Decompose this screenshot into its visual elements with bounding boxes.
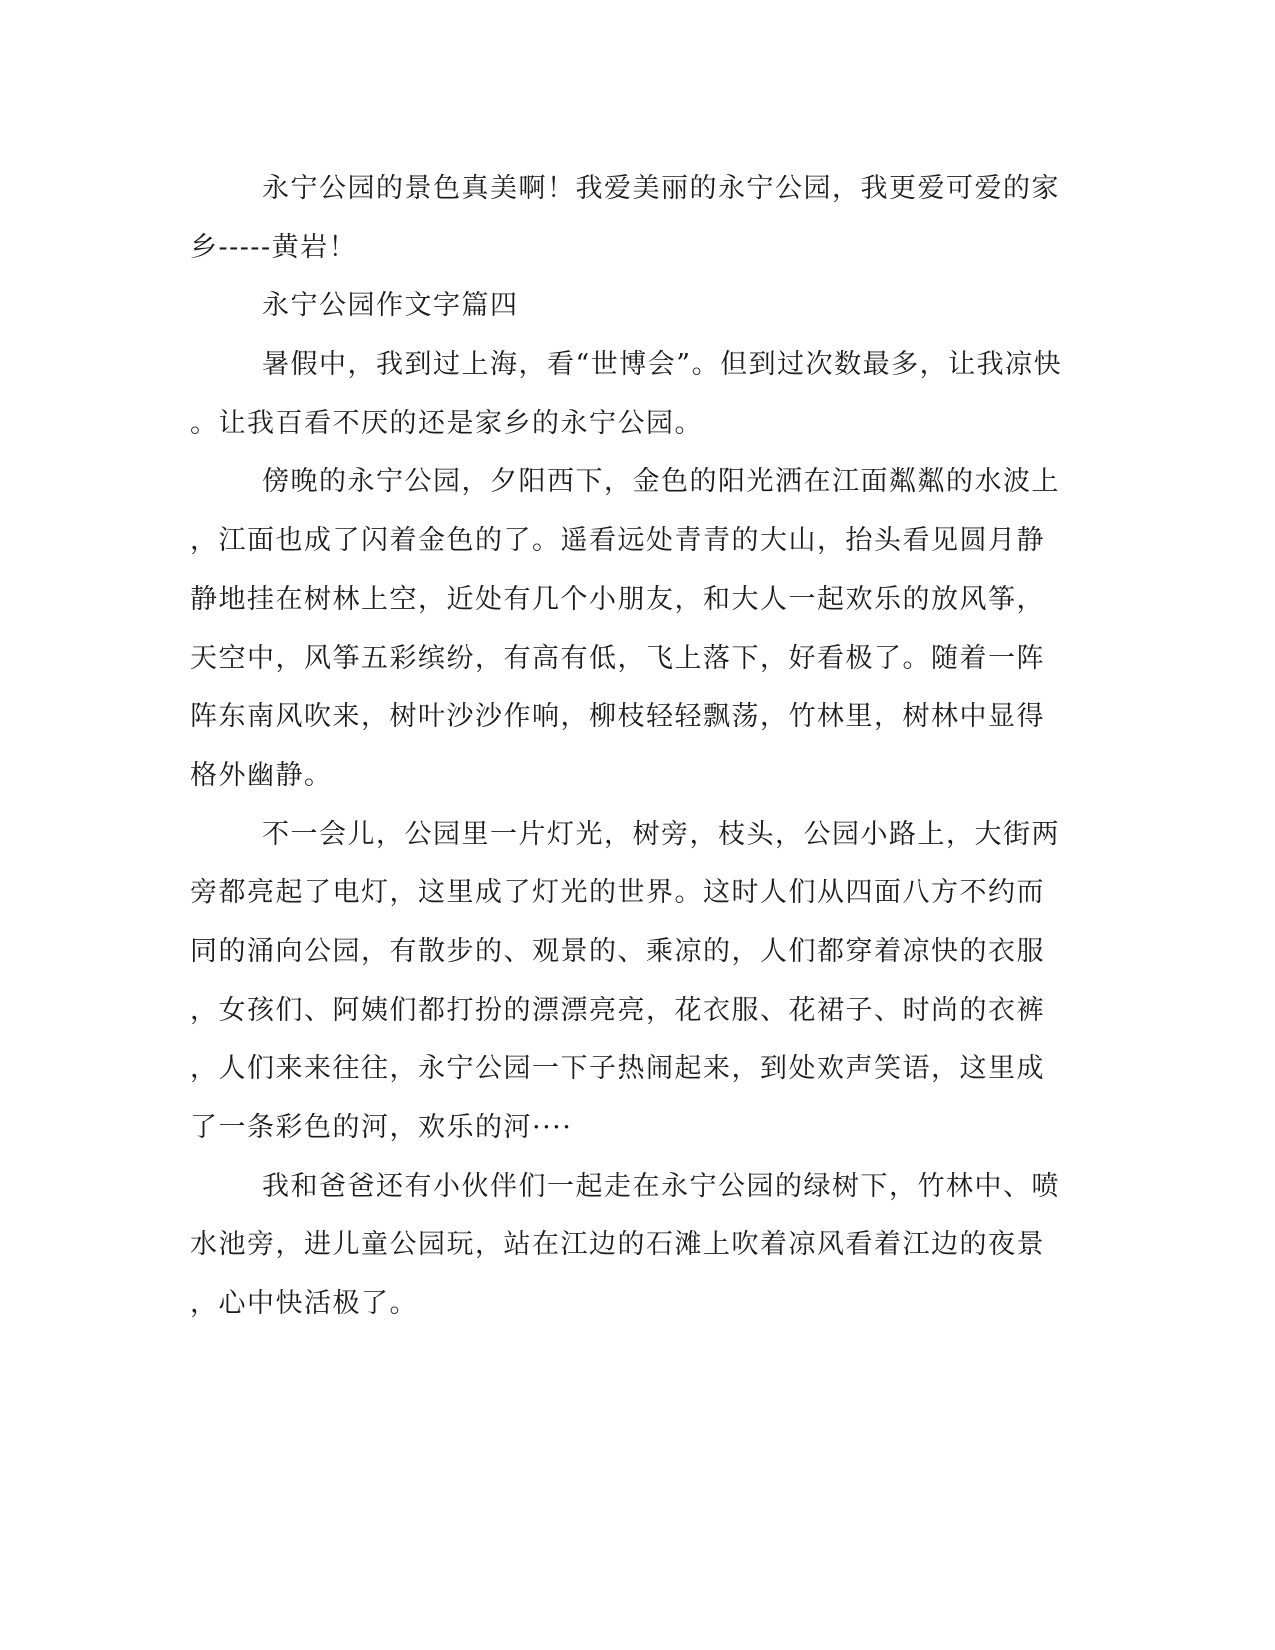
paragraph-line: 水池旁，进儿童公园玩，站在江边的石滩上吹着凉风看着江边的夜景: [190, 1229, 1045, 1261]
paragraph-line: 阵东南风吹来，树叶沙沙作响，柳枝轻轻飘荡，竹林里，树林中显得: [190, 701, 1045, 733]
paragraph-line: 我和爸爸还有小伙伴们一起走在永宁公园的绿树下，竹林中、喷: [262, 1170, 1060, 1202]
paragraph-line: 格外幽静。: [190, 759, 333, 791]
paragraph-line: 乡-----黄岩！: [190, 231, 358, 263]
paragraph-line: 天空中，风筝五彩缤纷，有高有低，飞上落下，好看极了。随着一阵: [190, 642, 1045, 674]
paragraph-line: 同的涌向公园，有散步的、观景的、乘凉的，人们都穿着凉快的衣服: [190, 935, 1045, 967]
section-heading: 永宁公园作文字篇四: [262, 290, 519, 322]
paragraph-line: 不一会儿，公园里一片灯光，树旁，枝头，公园小路上，大街两: [262, 818, 1060, 850]
paragraph-line: 旁都亮起了电灯，这里成了灯光的世界。这时人们从四面八方不约而: [190, 877, 1045, 909]
paragraph-line: ，女孩们、阿姨们都打扮的漂漂亮亮，花衣服、花裙子、时尚的衣裤: [190, 994, 1045, 1026]
paragraph-line: 了一条彩色的河，欢乐的河····: [190, 1112, 573, 1143]
paragraph-line: ，人们来来往往，永宁公园一下子热闹起来，到处欢声笑语，这里成: [190, 1053, 1045, 1085]
paragraph-line: 傍晚的永宁公园，夕阳西下，金色的阳光洒在江面粼粼的水波上: [262, 466, 1060, 498]
paragraph-line: 永宁公园的景色真美啊！我爱美丽的永宁公园，我更爱可爱的家: [262, 173, 1060, 204]
document-body: [190, 160, 1090, 1334]
paragraph-line: ，心中快活极了。: [190, 1288, 418, 1320]
paragraph-line: 。让我百看不厌的还是家乡的永宁公园。: [190, 407, 703, 439]
paragraph-line: ，江面也成了闪着金色的了。遥看远处青青的大山，抬头看见圆月静: [190, 525, 1045, 557]
paragraph-line: 静地挂在树林上空，近处有几个小朋友，和大人一起欢乐的放风筝，: [190, 583, 1045, 615]
paragraph-line: 暑假中，我到过上海，看“世博会”。但到过次数最多，让我凉快: [262, 349, 1063, 381]
